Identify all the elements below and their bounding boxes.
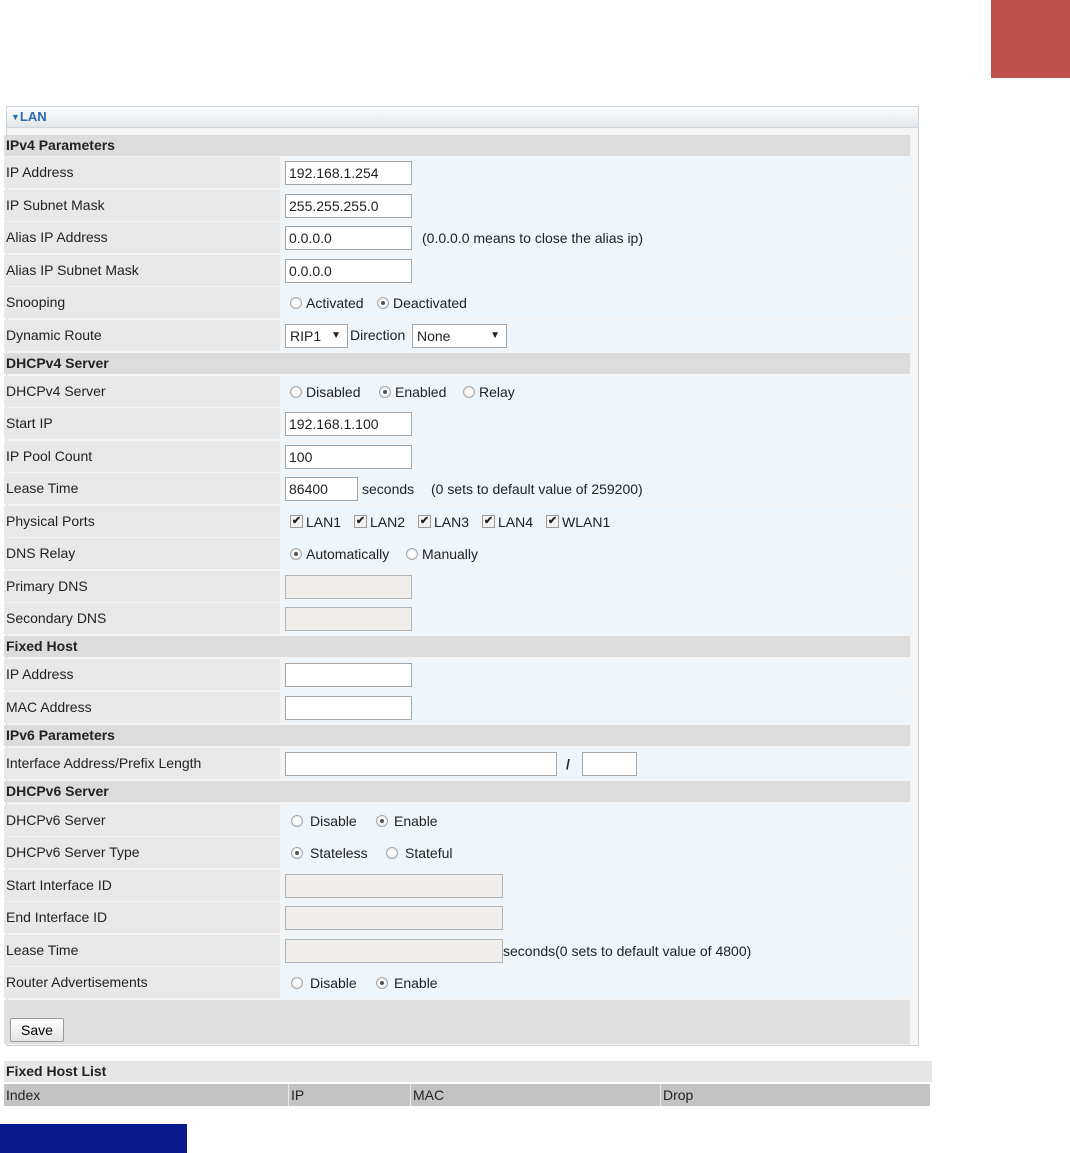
dhcpv4-enabled-radio[interactable] xyxy=(379,386,391,398)
wlan1-label: WLAN1 xyxy=(562,514,611,530)
column-header-index: Index xyxy=(6,1087,41,1103)
row-alias-ip xyxy=(4,222,910,253)
secondary-dns-input[interactable] xyxy=(285,607,412,631)
save-button[interactable]: Save xyxy=(10,1018,64,1042)
dhcpv4-relay-radio[interactable] xyxy=(463,386,475,398)
section-fixed-host: Fixed Host xyxy=(4,636,910,657)
row-dynamic-route xyxy=(4,320,910,351)
fixed-ip-input[interactable] xyxy=(285,663,412,687)
dhcpv6-server-label: DHCPv6 Server xyxy=(4,805,280,836)
row-fixed-ip xyxy=(4,659,910,690)
subnet-mask-input[interactable]: 255.255.255.0 xyxy=(285,194,412,218)
dns-relay-label: DNS Relay xyxy=(4,538,280,569)
dynamic-route-label: Dynamic Route xyxy=(4,320,280,351)
alias-mask-input[interactable]: 0.0.0.0 xyxy=(285,259,412,283)
section-dhcpv4: DHCPv4 Server xyxy=(4,353,910,374)
lan2-checkbox[interactable]: ✔ xyxy=(355,515,366,527)
primary-dns-label: Primary DNS xyxy=(4,571,280,602)
column-header-drop: Drop xyxy=(660,1084,930,1106)
lease-time-label: Lease Time xyxy=(4,473,280,504)
lease-time-input[interactable]: 86400 xyxy=(285,477,358,501)
dhcpv6-stateless-label: Stateless xyxy=(310,845,368,861)
direction-select-value: None xyxy=(417,328,451,344)
dhcpv4-disabled-radio[interactable] xyxy=(290,386,302,398)
pool-count-input[interactable]: 100 xyxy=(285,445,412,469)
router-adv-enable-radio[interactable] xyxy=(376,977,388,989)
fixed-mac-label: MAC Address xyxy=(4,692,280,723)
row-end-interface-id xyxy=(4,902,910,933)
row-lease-time xyxy=(4,473,910,504)
fixed-mac-input[interactable] xyxy=(285,696,412,720)
route-select[interactable] xyxy=(285,324,348,348)
end-interface-id-input[interactable] xyxy=(285,906,503,930)
ip-address-input[interactable]: 192.168.1.254 xyxy=(285,161,412,185)
dhcpv6-stateful-radio[interactable] xyxy=(386,847,398,859)
prefix-separator: / xyxy=(566,756,570,772)
lan4-label: LAN4 xyxy=(498,514,534,530)
router-adv-disable-label: Disable xyxy=(310,975,357,991)
snooping-activated-radio[interactable] xyxy=(290,297,302,309)
collapse-triangle-icon[interactable]: ▼ xyxy=(11,112,20,122)
row-start-ip xyxy=(4,408,910,439)
panel-title: LAN xyxy=(19,109,47,124)
start-interface-id-input[interactable] xyxy=(285,874,503,898)
lease-time-unit: seconds xyxy=(362,481,415,497)
chevron-down-icon: ▼ xyxy=(331,330,341,341)
row-dns-relay xyxy=(4,538,910,569)
start-ip-input[interactable]: 192.168.1.100 xyxy=(285,412,412,436)
row-fixed-mac xyxy=(4,692,910,723)
dhcpv4-relay-label: Relay xyxy=(479,384,515,400)
dns-manually-radio[interactable] xyxy=(406,548,418,560)
row-dhcpv4-server xyxy=(4,376,910,407)
wlan1-checkbox[interactable]: ✔ xyxy=(547,515,558,527)
row-start-interface-id xyxy=(4,870,910,901)
dhcpv6-stateful-label: Stateful xyxy=(405,845,453,861)
alias-ip-label: Alias IP Address xyxy=(4,222,280,253)
lease-time-v6-note: seconds(0 sets to default value of 4800) xyxy=(503,943,752,959)
column-header-ip: IP xyxy=(288,1084,410,1106)
lan3-label: LAN3 xyxy=(434,514,470,530)
pool-count-label: IP Pool Count xyxy=(4,441,280,472)
dhcpv6-enable-label: Enable xyxy=(394,813,438,829)
row-dhcpv6-server xyxy=(4,805,910,836)
dns-automatically-label: Automatically xyxy=(306,546,390,562)
section-dhcpv6: DHCPv6 Server xyxy=(4,781,910,802)
lease-time-v6-input[interactable] xyxy=(285,939,503,963)
secondary-dns-label: Secondary DNS xyxy=(4,603,280,634)
lan1-checkbox[interactable]: ✔ xyxy=(291,515,302,527)
lan2-label: LAN2 xyxy=(370,514,406,530)
dhcpv6-disable-label: Disable xyxy=(310,813,357,829)
section-ipv6: IPv6 Parameters xyxy=(4,725,910,746)
section-ipv4: IPv4 Parameters xyxy=(4,135,910,156)
dhcpv4-enabled-label: Enabled xyxy=(395,384,447,400)
prefix-length-input[interactable] xyxy=(582,752,637,776)
fixed-ip-label: IP Address xyxy=(4,659,280,690)
row-interface-address xyxy=(4,748,910,779)
interface-address-label: Interface Address/Prefix Length xyxy=(4,748,280,779)
row-ip-address xyxy=(4,157,910,188)
alias-ip-input[interactable]: 0.0.0.0 xyxy=(285,226,412,250)
row-physical-ports xyxy=(4,506,910,537)
lease-time-v6-label: Lease Time xyxy=(4,935,280,966)
alias-ip-note: (0.0.0.0 means to close the alias ip) xyxy=(422,230,644,246)
router-adv-enable-label: Enable xyxy=(394,975,438,991)
row-alias-mask xyxy=(4,255,910,286)
router-advertisements-label: Router Advertisements xyxy=(4,967,280,998)
panel-header[interactable] xyxy=(7,107,918,128)
snooping-deactivated-radio[interactable] xyxy=(377,297,389,309)
row-pool-count xyxy=(4,441,910,472)
row-snooping xyxy=(4,287,910,318)
dns-automatically-radio[interactable] xyxy=(290,548,302,560)
dns-manually-label: Manually xyxy=(422,546,479,562)
lan1-label: LAN1 xyxy=(306,514,342,530)
dhcpv6-type-label: DHCPv6 Server Type xyxy=(4,837,280,868)
row-router-advertisements xyxy=(4,967,910,998)
start-interface-id-label: Start Interface ID xyxy=(4,870,280,901)
lan4-checkbox[interactable]: ✔ xyxy=(483,515,494,527)
physical-ports-label: Physical Ports xyxy=(4,506,280,537)
column-header-mac: MAC xyxy=(410,1084,660,1106)
router-adv-disable-radio[interactable] xyxy=(291,977,303,989)
snooping-activated-label: Activated xyxy=(306,295,364,311)
interface-address-input[interactable] xyxy=(285,752,557,776)
row-secondary-dns xyxy=(4,603,910,634)
dhcpv4-server-label: DHCPv4 Server xyxy=(4,376,280,407)
save-bar xyxy=(4,1000,910,1044)
primary-dns-input[interactable] xyxy=(285,575,412,599)
row-lease-time-v6 xyxy=(4,935,910,966)
direction-select[interactable] xyxy=(412,324,507,348)
end-interface-id-label: End Interface ID xyxy=(4,902,280,933)
fixed-host-list-title: Fixed Host List xyxy=(4,1061,932,1082)
start-ip-label: Start IP xyxy=(4,408,280,439)
lan3-checkbox[interactable]: ✔ xyxy=(419,515,430,527)
snooping-label: Snooping xyxy=(4,287,280,318)
row-primary-dns xyxy=(4,571,910,602)
dhcpv6-disable-radio[interactable] xyxy=(291,815,303,827)
chevron-down-icon: ▼ xyxy=(490,330,500,341)
row-subnet-mask xyxy=(4,190,910,221)
ip-address-label: IP Address xyxy=(4,157,280,188)
snooping-deactivated-label: Deactivated xyxy=(393,295,467,311)
direction-label: Direction xyxy=(350,327,406,343)
dhcpv6-enable-radio[interactable] xyxy=(376,815,388,827)
fixed-host-list-header xyxy=(4,1084,930,1106)
route-select-value: RIP1 xyxy=(290,328,322,344)
lease-time-note: (0 sets to default value of 259200) xyxy=(431,481,643,497)
dhcpv6-stateless-radio[interactable] xyxy=(291,847,303,859)
dhcpv4-disabled-label: Disabled xyxy=(306,384,361,400)
subnet-mask-label: IP Subnet Mask xyxy=(4,190,280,221)
alias-mask-label: Alias IP Subnet Mask xyxy=(4,255,280,286)
decorative-corner-block xyxy=(991,0,1070,78)
footer-bar xyxy=(0,1124,187,1153)
row-dhcpv6-type xyxy=(4,837,910,868)
